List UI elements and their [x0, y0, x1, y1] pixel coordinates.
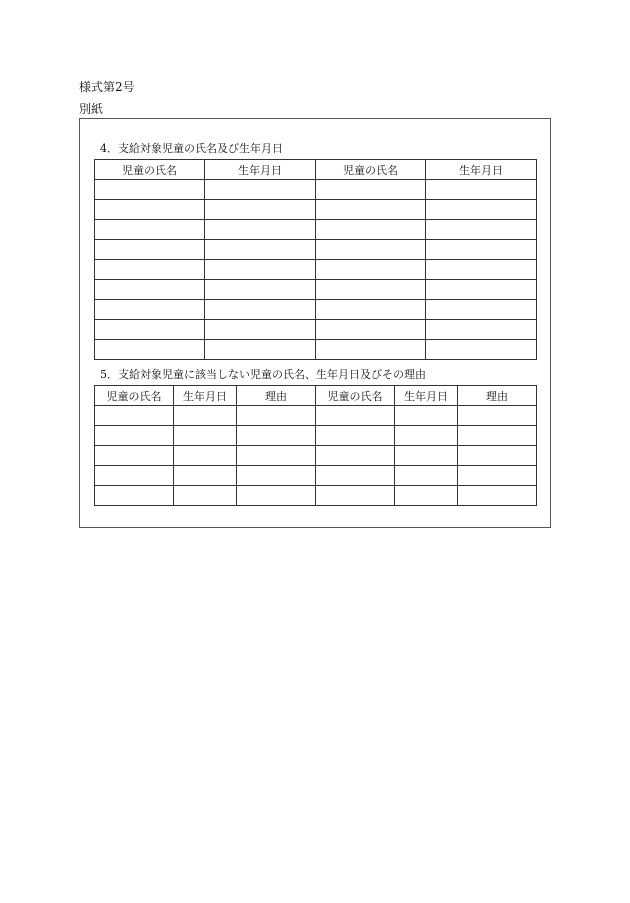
- eligible-children-table: [94, 159, 537, 360]
- table-cell[interactable]: [237, 426, 316, 446]
- table-cell[interactable]: [316, 446, 395, 466]
- table-cell[interactable]: [205, 220, 316, 240]
- table-row: [95, 320, 537, 340]
- table-cell[interactable]: [95, 466, 174, 486]
- table-cell[interactable]: [237, 466, 316, 486]
- table-row: [95, 426, 537, 446]
- table-cell[interactable]: [316, 406, 395, 426]
- table-cell[interactable]: [316, 200, 426, 220]
- table-cell[interactable]: [426, 220, 537, 240]
- table-cell[interactable]: [174, 426, 237, 446]
- table-cell[interactable]: [395, 446, 458, 466]
- table-cell[interactable]: [205, 300, 316, 320]
- table-cell[interactable]: [458, 486, 537, 506]
- table-cell[interactable]: [95, 486, 174, 506]
- table-cell[interactable]: [95, 200, 205, 220]
- table-cell[interactable]: [95, 220, 205, 240]
- table-cell[interactable]: [237, 446, 316, 466]
- table-cell[interactable]: [395, 466, 458, 486]
- table-header-row: [95, 386, 537, 406]
- table-cell[interactable]: [426, 180, 537, 200]
- table-row: [95, 406, 537, 426]
- table-cell[interactable]: [205, 280, 316, 300]
- table-cell[interactable]: [205, 340, 316, 360]
- table-cell[interactable]: [95, 240, 205, 260]
- table-cell[interactable]: [205, 240, 316, 260]
- table-cell[interactable]: [426, 300, 537, 320]
- table-cell[interactable]: [95, 340, 205, 360]
- column-header-child-name: 児童の氏名: [316, 386, 395, 406]
- column-header-birthdate: 生年月日: [174, 386, 237, 406]
- table-cell[interactable]: [174, 486, 237, 506]
- column-header-child-name: 児童の氏名: [316, 160, 426, 180]
- table-row: [95, 300, 537, 320]
- table-cell[interactable]: [205, 200, 316, 220]
- table-cell[interactable]: [426, 320, 537, 340]
- table-row: [95, 466, 537, 486]
- table-cell[interactable]: [316, 426, 395, 446]
- table-cell[interactable]: [458, 426, 537, 446]
- column-header-reason: 理由: [458, 386, 537, 406]
- attachment-label: 別紙: [79, 102, 104, 116]
- table-cell[interactable]: [95, 300, 205, 320]
- table-cell[interactable]: [316, 486, 395, 506]
- table-cell[interactable]: [174, 466, 237, 486]
- table-cell[interactable]: [205, 320, 316, 340]
- table-cell[interactable]: [95, 320, 205, 340]
- column-header-reason: 理由: [237, 386, 316, 406]
- table-cell[interactable]: [205, 180, 316, 200]
- ineligible-children-table: [94, 385, 537, 506]
- table-cell[interactable]: [316, 320, 426, 340]
- table-row: [95, 200, 537, 220]
- table-cell[interactable]: [95, 426, 174, 446]
- table-cell[interactable]: [426, 240, 537, 260]
- table-row: [95, 240, 537, 260]
- table-cell[interactable]: [237, 486, 316, 506]
- form-number: 様式第2号: [79, 80, 135, 94]
- table-cell[interactable]: [395, 406, 458, 426]
- table-row: [95, 180, 537, 200]
- column-header-child-name: 児童の氏名: [95, 386, 174, 406]
- table-cell[interactable]: [458, 466, 537, 486]
- table-header-row: [95, 160, 537, 180]
- column-header-child-name: 児童の氏名: [95, 160, 205, 180]
- table-row: [95, 486, 537, 506]
- table-cell[interactable]: [174, 406, 237, 426]
- table-cell[interactable]: [174, 446, 237, 466]
- table-cell[interactable]: [95, 280, 205, 300]
- table-row: [95, 340, 537, 360]
- table-cell[interactable]: [316, 220, 426, 240]
- table-cell[interactable]: [95, 260, 205, 280]
- table-cell[interactable]: [316, 466, 395, 486]
- table-cell[interactable]: [95, 180, 205, 200]
- table-row: [95, 280, 537, 300]
- table-cell[interactable]: [458, 406, 537, 426]
- table-cell[interactable]: [237, 406, 316, 426]
- table-row: [95, 220, 537, 240]
- table-cell[interactable]: [426, 260, 537, 280]
- table-cell[interactable]: [395, 426, 458, 446]
- table-cell[interactable]: [316, 280, 426, 300]
- table-cell[interactable]: [95, 406, 174, 426]
- table-cell[interactable]: [316, 180, 426, 200]
- table-cell[interactable]: [205, 260, 316, 280]
- column-header-birthdate: 生年月日: [426, 160, 537, 180]
- table-cell[interactable]: [316, 340, 426, 360]
- table-row: [95, 446, 537, 466]
- section4-title: 4．支給対象児童の氏名及び生年月日: [100, 142, 283, 155]
- table-cell[interactable]: [316, 240, 426, 260]
- table-cell[interactable]: [426, 340, 537, 360]
- table-cell[interactable]: [426, 200, 537, 220]
- column-header-birthdate: 生年月日: [395, 386, 458, 406]
- column-header-birthdate: 生年月日: [205, 160, 316, 180]
- section5-title: 5．支給対象児童に該当しない児童の氏名、生年月日及びその理由: [100, 368, 426, 381]
- table-cell[interactable]: [426, 280, 537, 300]
- table-cell[interactable]: [395, 486, 458, 506]
- table-cell[interactable]: [316, 300, 426, 320]
- table-row: [95, 260, 537, 280]
- table-cell[interactable]: [458, 446, 537, 466]
- table-cell[interactable]: [316, 260, 426, 280]
- table-cell[interactable]: [95, 446, 174, 466]
